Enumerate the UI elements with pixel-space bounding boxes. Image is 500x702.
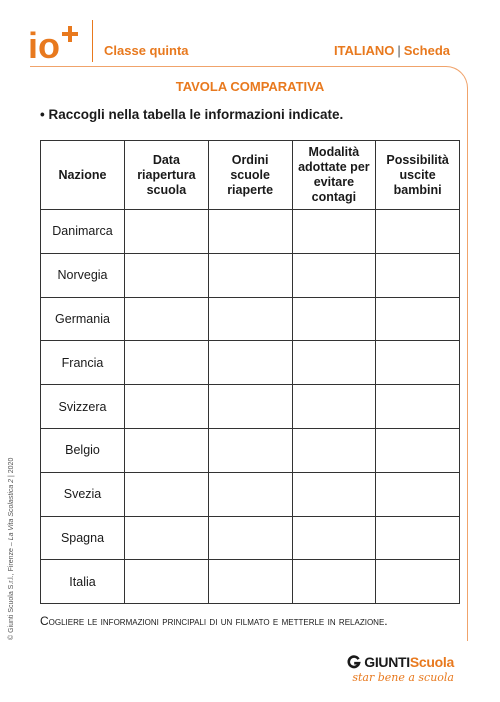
country-cell: Danimarca [41,210,125,254]
sheet-type: Scheda [403,43,450,58]
answer-cell[interactable] [376,341,460,385]
answer-cell[interactable] [208,560,292,604]
answer-cell[interactable] [125,253,209,297]
subject-separator: | [397,43,401,58]
copyright-title: La Vita Scolastica 2 [8,478,15,541]
table-row [41,253,460,297]
answer-cell[interactable] [208,297,292,341]
answer-cell[interactable] [292,560,376,604]
sheet-title: TAVOLA COMPARATIVA [175,79,325,94]
country-cell: Svezia [41,472,125,516]
column-header: Nazione [41,141,125,210]
answer-cell[interactable] [292,253,376,297]
table-row [41,560,460,604]
answer-cell[interactable] [208,210,292,254]
answer-cell[interactable] [208,385,292,429]
table-row [41,341,460,385]
answer-cell[interactable] [125,516,209,560]
table-row [41,428,460,472]
answer-cell[interactable] [376,210,460,254]
io-logo [28,22,84,64]
column-header: Modalità adottate per evitare contagi [292,141,376,210]
column-header: Ordini scuole riaperte [208,141,292,210]
answer-cell[interactable] [125,560,209,604]
instruction-text: • Raccogli nella tabella le informazioni indicate. [40,107,344,122]
giunti-g-icon [347,655,361,669]
answer-cell[interactable] [208,341,292,385]
answer-cell[interactable] [125,385,209,429]
giunti-brand [347,654,454,670]
answer-cell[interactable] [208,253,292,297]
answer-cell[interactable] [292,385,376,429]
table-row [41,516,460,560]
answer-cell[interactable] [292,428,376,472]
answer-cell[interactable] [292,472,376,516]
column-header: Data riapertura scuola [125,141,209,210]
answer-cell[interactable] [376,428,460,472]
answer-cell[interactable] [376,385,460,429]
brand-name-part1: GIUNTI [364,654,410,670]
learning-objective: Cogliere le informazioni principali di un filmato e metterle in relazione. [40,614,388,628]
answer-cell[interactable] [376,297,460,341]
table-row [41,385,460,429]
subject-name: ITALIANO [333,43,395,58]
brand-name-part2: Scuola [409,654,454,670]
table-row [41,472,460,516]
answer-cell[interactable] [125,210,209,254]
answer-cell[interactable] [208,428,292,472]
country-cell: Belgio [41,428,125,472]
answer-cell[interactable] [376,472,460,516]
answer-cell[interactable] [292,341,376,385]
brand-tagline: star bene a scuola [352,671,454,684]
logo-text: io [28,25,60,64]
brand-name [364,654,454,670]
answer-cell[interactable] [292,516,376,560]
answer-cell[interactable] [208,472,292,516]
grade-label: Classe quinta [104,43,189,58]
copyright-suffix: | 2020 [8,457,15,479]
answer-cell[interactable] [376,560,460,604]
table-row [41,297,460,341]
column-header: Possibilità uscite bambini [376,141,460,210]
answer-cell[interactable] [125,428,209,472]
comparison-table [40,140,460,604]
answer-cell[interactable] [125,297,209,341]
copyright-prefix: © Giunti Scuola S.r.l., Firenze – [8,540,15,640]
logo-plus-horizontal [62,32,78,36]
country-cell: Spagna [41,516,125,560]
country-cell: Francia [41,341,125,385]
country-cell: Svizzera [41,385,125,429]
table-row [41,210,460,254]
answer-cell[interactable] [376,253,460,297]
answer-cell[interactable] [125,341,209,385]
country-cell: Germania [41,297,125,341]
answer-cell[interactable] [292,297,376,341]
table-header-row [41,141,460,210]
country-cell: Italia [41,560,125,604]
subject-label [334,43,450,58]
copyright-notice [8,458,15,640]
answer-cell[interactable] [376,516,460,560]
country-cell: Norvegia [41,253,125,297]
answer-cell[interactable] [125,472,209,516]
answer-cell[interactable] [292,210,376,254]
header-divider [92,20,93,62]
answer-cell[interactable] [208,516,292,560]
